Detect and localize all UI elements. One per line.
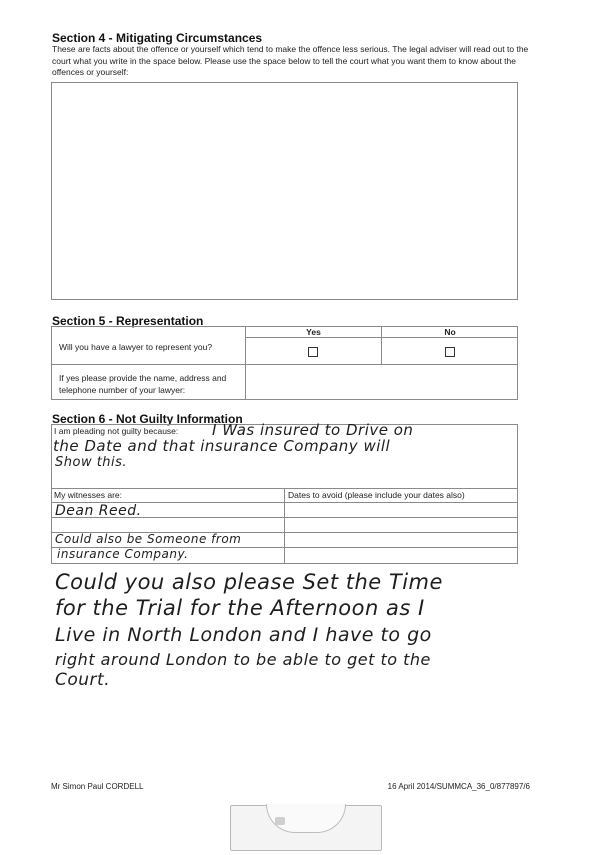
lawyer-no-checkbox[interactable]: [445, 347, 455, 357]
dates-to-avoid-label: Dates to avoid (please include your dates also): [288, 490, 465, 500]
yes-header: Yes: [306, 327, 321, 337]
lawyer-details-field[interactable]: [246, 365, 518, 399]
dates-to-avoid-field[interactable]: [285, 503, 517, 563]
note-line-5: Court.: [55, 670, 111, 690]
witness-line-3: insurance Company.: [57, 547, 189, 561]
note-line-4: right around London to be able to get to the: [55, 650, 431, 669]
section-4-title: Section 4 - Mitigating Circumstances: [52, 31, 263, 45]
no-header: No: [444, 327, 456, 337]
lawyer-details-question: If yes please provide the name, address and telephone number of your lawyer:: [59, 373, 227, 395]
witnesses-label: My witnesses are:: [54, 490, 123, 500]
pleading-label: I am pleading not guilty because:: [54, 426, 179, 436]
witness-line-1: Dean Reed.: [55, 503, 142, 519]
lawyer-question: Will you have a lawyer to represent you?: [59, 342, 213, 352]
section-4-instructions: These are facts about the offence or yourself which tend to make the offence less serious. The legal adviser will read out to the court what you write in the space below. Please use the space below to tell the court what you want them to know about the offences or yourself:: [52, 44, 529, 77]
lawyer-yes-checkbox[interactable]: [308, 347, 318, 357]
pleading-reason-line-1: I Was insured to Drive on: [212, 421, 414, 439]
binding-tab: [230, 805, 382, 851]
footer-name: Mr Simon Paul CORDELL: [51, 782, 144, 791]
footer-reference: 16 April 2014/SUMMCA_36_0/877897/6: [387, 782, 530, 791]
note-line-2: for the Trial for the Afternoon as I: [55, 596, 425, 620]
pleading-reason-line-3: Show this.: [55, 455, 128, 470]
mitigating-circumstances-box[interactable]: [51, 82, 518, 300]
witness-line-2: Could also be Someone from: [55, 532, 242, 546]
binding-mark-icon: [275, 817, 285, 825]
section-5-title: Section 5 - Representation: [52, 314, 204, 328]
representation-table: [51, 326, 518, 400]
pleading-reason-line-2: the Date and that insurance Company will: [53, 437, 391, 455]
note-line-3: Live in North London and I have to go: [55, 624, 432, 646]
note-line-1: Could you also please Set the Time: [55, 570, 443, 594]
section-6-title: Section 6 - Not Guilty Information: [52, 412, 243, 426]
